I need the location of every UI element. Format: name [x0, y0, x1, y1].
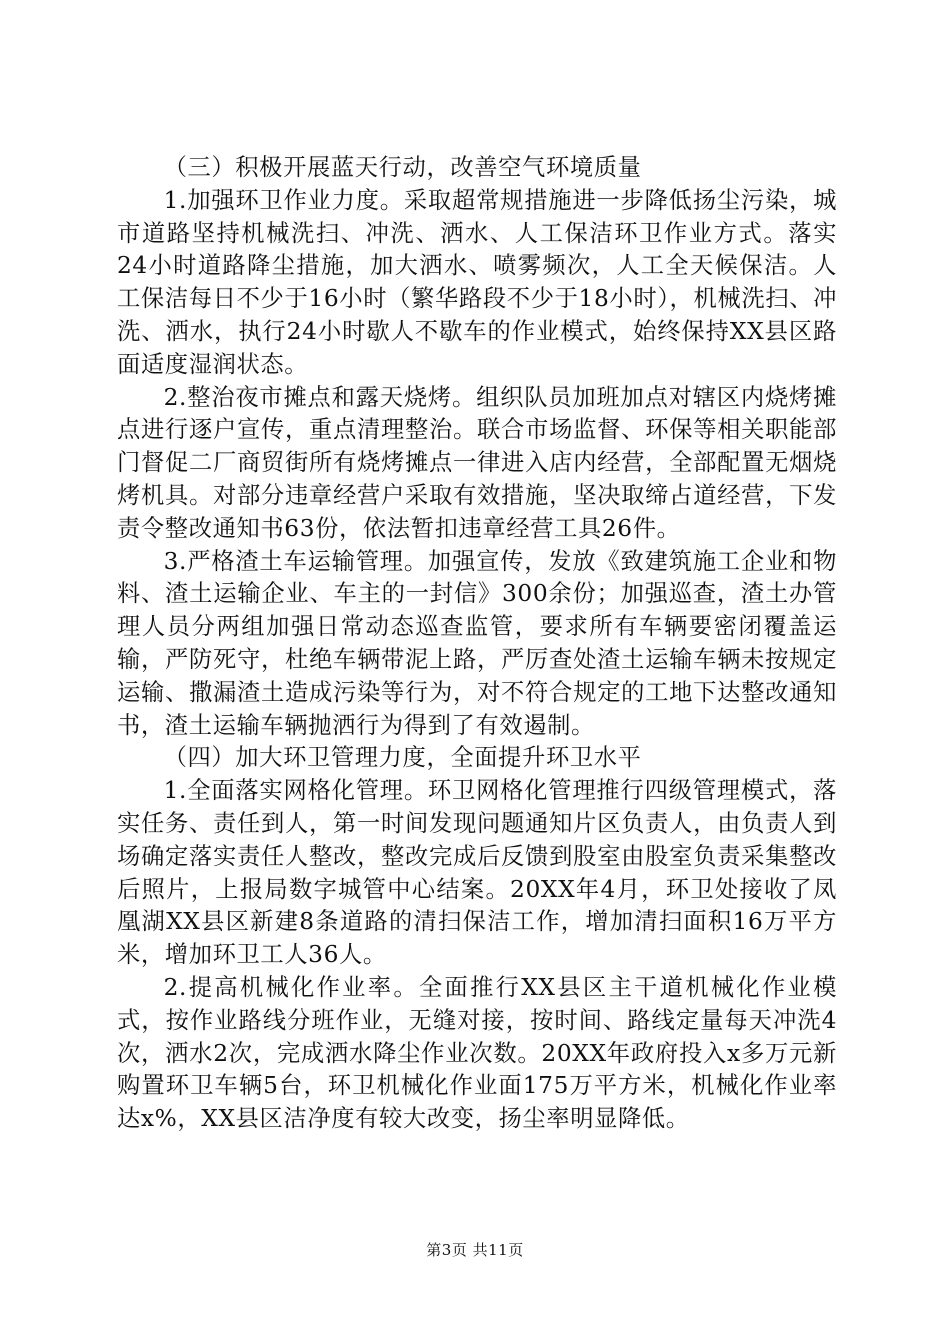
paragraph-night-market: 2.整治夜市摊点和露天烧烤。组织队员加班加点对辖区内烧烤摊点进行逐户宣传，重点清理整治。联合市场监督、环保等相关职能部门督促二厂商贸街所有烧烤摊点一律进入店内经营，全部配置无烟烧烤机具。对部分违章经营户采取有效措施，坚决取缔占道经营，下发责令整改通知书63份，依法暂扣违章经营工具26件。 [117, 383, 837, 542]
paragraph-mechanization: 2.提高机械化作业率。全面推行XX县区主干道机械化作业模式，按作业路线分班作业，无缝对接，按时间、路线定量每天冲洗4次，洒水2次，完成洒水降尘作业次数。20XX年政府投入x多万元新购置环卫车辆5台，环卫机械化作业面175万平方米，机械化作业率达x%，XX县区洁净度有较大改变，扬尘率明显降低。 [117, 973, 837, 1133]
section-heading-three: （三）积极开展蓝天行动，改善空气环境质量 [163, 154, 642, 181]
paragraph-sanitation-work: 1.加强环卫作业力度。采取超常规措施进一步降低扬尘污染，城市道路坚持机械洗扫、冲洗、洒水、人工保洁环卫作业方式。落实24小时道路降尘措施，加大洒水、喷雾频次，人工全天候保洁。人工保洁每日不少于16小时（繁华路段不少于18小时），机械洗扫、冲洗、洒水，执行24小时歇人不歇车的作业模式，始终保持XX县区路面适度湿润状态。 [117, 186, 837, 378]
section-heading-four: （四）加大环卫管理力度，全面提升环卫水平 [163, 744, 642, 772]
paragraph-muck-truck: 3.严格渣土车运输管理。加强宣传，发放《致建筑施工企业和物料、渣土运输企业、车主的一封信》300余份；加强巡查，渣土办管理人员分两组加强日常动态巡查监管，要求所有车辆要密闭覆盖运输，严防死守，杜绝车辆带泥上路，严厉查处渣土运输车辆未按规定运输、撒漏渣土造成污染等行为，对不符合规定的工地下达整改通知书，渣土运输车辆抛洒行为得到了有效遏制。 [117, 547, 837, 739]
page-number-footer: 第3页 共11页 [426, 1241, 524, 1259]
paragraph-grid-management: 1.全面落实网格化管理。环卫网格化管理推行四级管理模式，落实任务、责任到人，第一时间发现问题通知片区负责人，由负责人到场确定落实责任人整改，整改完成后反馈到股室由股室负责采集整改后照片，上报局数字城管中心结案。20XX年4月，环卫处接收了凤凰湖XX县区新建8条道路的清扫保洁工作，增加清扫面积16万平方米，增加环卫工人36人。 [117, 777, 837, 969]
document-body [117, 152, 837, 1136]
